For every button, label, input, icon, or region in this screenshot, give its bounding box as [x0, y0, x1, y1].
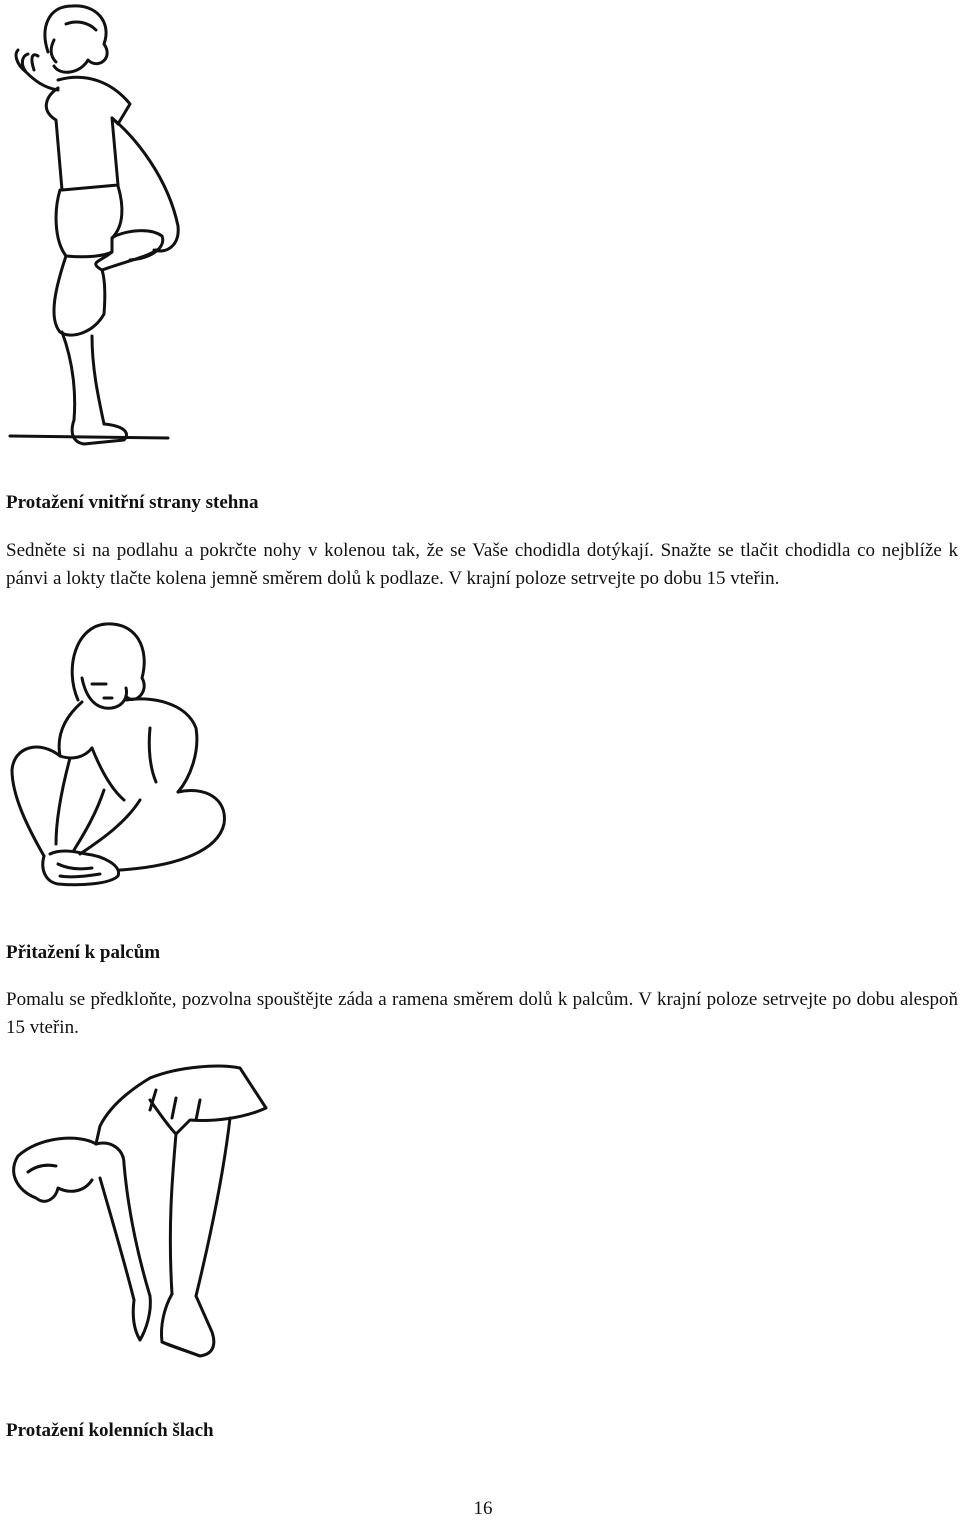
section-heading-hamstring: Protažení kolenních šlach — [6, 1420, 214, 1441]
section-text-inner-thigh: Sedněte si na podlahu a pokrčte nohy v kolenou tak, že se Vaše chodidla dotýkají. Snažte se tlačit chodidla co nejblíže k pánvi a lokty tlačte kolena jemně směrem dolů k podlaze. V krajní poloze setrvejte po dobu 15 vteřin. — [6, 540, 958, 589]
section-heading-inner-thigh: Protažení vnitřní strany stehna — [6, 492, 259, 513]
section-text-toe-reach: Pomalu se předkloňte, pozvolna spouštějte záda a ramena směrem dolů k palcům. V krajní poloze setrvejte po dobu alespoň 15 vteřin. — [6, 989, 958, 1038]
page-number: 16 — [473, 1498, 493, 1519]
hamstring-stretch-illustration — [0, 1060, 280, 1390]
butterfly-stretch-illustration — [0, 618, 240, 892]
section-heading-toe-reach: Přitažení k palcům — [6, 942, 161, 963]
standing-quad-stretch-illustration — [0, 0, 200, 460]
